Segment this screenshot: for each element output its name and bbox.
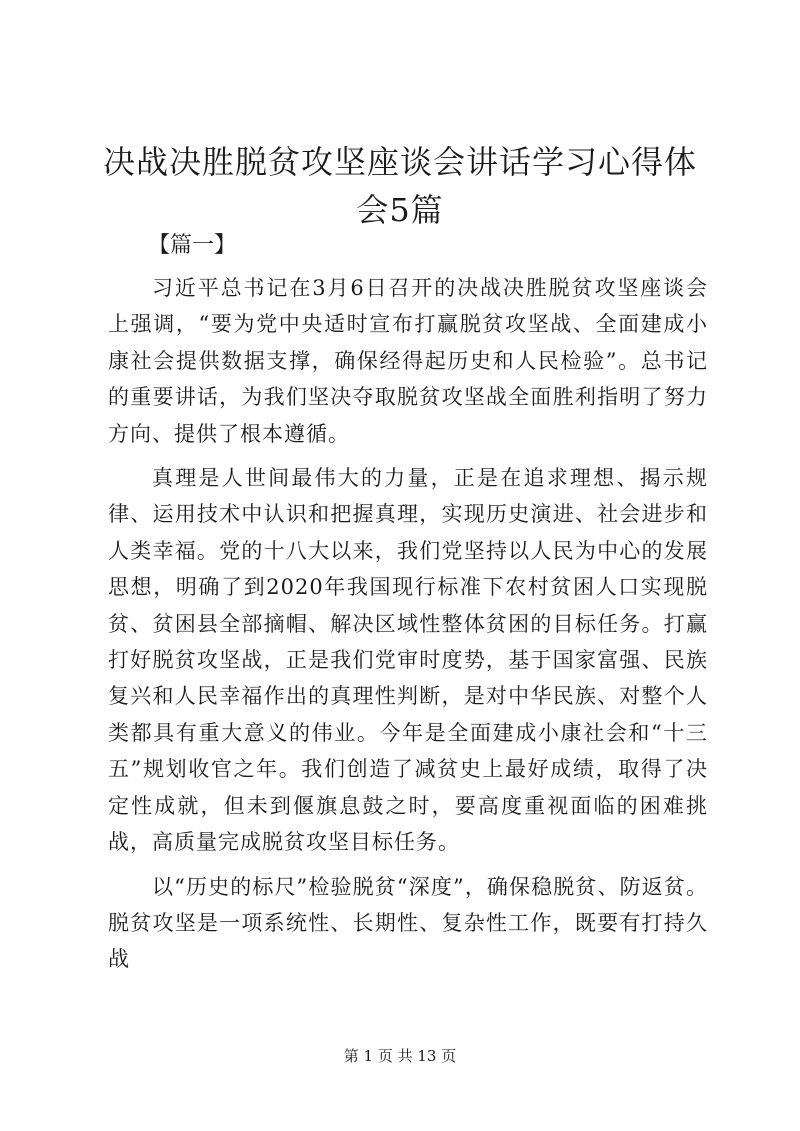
page-footer: 第 1 页 共 13 页 xyxy=(343,1047,457,1065)
paragraph-2: 真理是人世间最伟大的力量，正是在追求理想、揭示规律、运用技术中认识和把握真理，实现历史演进、社会进步和人类幸福。党的十八大以来，我们党坚持以人民为中心的发展思想，明确了到2020年我国现行标准下农村贫困人口实现脱贫、贫困县全部摘帽、解决区域性整体贫困的目标任务。打赢打好脱贫攻坚战，正是我们党审时度势，基于国家富强、民族复兴和人民幸福作出的真理性判断，是对中华民族、对整个人类都具有重大意义的伟业。今年是全面建成小康社会和“十三五”规划收官之年。我们创造了减贫史上最好成绩，取得了决定性成就，但未到偃旗息鼓之时，要高度重视面临的困难挑战，高质量完成脱贫攻坚目标任务。 xyxy=(108,466,708,855)
document-title: 决战决胜脱贫攻坚座谈会讲话学习心得体会5篇 xyxy=(102,143,697,229)
paragraph-3: 以“历史的标尺”检验脱贫“深度”，确保稳脱贫、防返贫。脱贫攻坚是一项系统性、长期性、复杂性工作，既要有打持久战 xyxy=(108,874,708,972)
document-body xyxy=(108,270,708,978)
section-heading: 【篇一】 xyxy=(148,233,237,258)
paragraph-1: 习近平总书记在3月6日召开的决战决胜脱贫攻坚座谈会上强调，“要为党中央适时宣布打赢脱贫攻坚战、全面建成小康社会提供数据支撑，确保经得起历史和人民检验”。总书记的重要讲话，为我们坚决夺取脱贫攻坚战全面胜利指明了努力方向、提供了根本遵循。 xyxy=(108,276,708,446)
